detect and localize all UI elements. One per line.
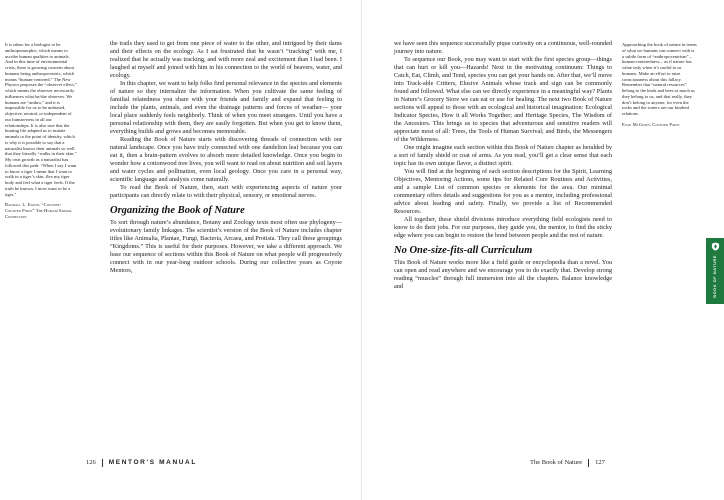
body-paragraph: To sequence our Book, you may want to start with the first species group—things that can hurt or kill you—Hazards! Next in the motivating continuum: Things to Catch, Eat, Climb, and Tend, species you can get your hands on. After that, we’ll move into Track-able Critters, Elusive Animals whose track and sign can be commonly found and followed. What else can we directly experience in a meaningful way? Plants in Nature’s Grocery Store we can eat or use for healing. The next two Book of Nature sections will appeal to those with an ecological and historical imagination: Ecological Indicator Species, How it all Works Together; and Heritage Species, The Wisdom of the Ancestors. This brings us to species that adventurous and sensitive readers will appreciate most of all: Trees, the Tools of Human Survival; and Birds, the Messengers of the Wilderness.	[394, 56, 612, 143]
body-paragraph: All together, these shield divisions introduce everything field ecologists need to know to do their jobs. For our purposes, they guide you, the mentor, to find the sticky edge where you can begin to restore the bond between people and the rest of nature.	[394, 216, 612, 239]
body-paragraph: Reading the Book of Nature starts with discovering threads of connection with our natural landscape. Once you have truly connected with one dandelion leaf because you can eat it, then a brain-pattern evolves to absorb more detailed knowledge. Once you begin to wonder how a cottonwood tree lives, you will want to read on about nutrition and soil layers and water cycles and pollination, even local geology. Once you care in a personal way, scientific language and analysis come naturally.	[110, 136, 342, 183]
running-title-right: The Book of Nature	[530, 459, 583, 466]
right-sidebar-text: Approaching the book of nature in terms of what we humans can connect with is a subtle form of “anthropocentrism” – human-centeredness – as if nature has value only when it’s useful to us humans. Make an effort to raise consciousness about this fallacy. Remember that “natural resources” belong to the birds and bees as much as they belong to us, and that really, they don’t belong to anyone, for even the rocks and the waters are our kindred relations.	[622, 42, 697, 116]
footer-divider	[102, 459, 103, 467]
body-paragraph: In this chapter, we want to help folks find personal relevance in the species and elements of nature so they internalize the information. When you cultivate the same feeling of familial relatedness you share with your friends and family and expand that feeling to include the plants, animals, and even the drainage patterns and forces of weather— your local place suddenly feels neighborly. Think of when you meet strangers. Until you have a personal relationship with them, they are easily forgotten. But when you get to know them, everything builds and grows and becomes memorable.	[110, 80, 342, 135]
body-paragraph: One might imagine each section within this Book of Nature chapter as heralded by a sort of family shield or coat of arms. As you read, you’ll get a clear sense that each topic has its own unique flavor, a distinct spirit.	[394, 144, 612, 167]
right-sidebar-quote	[622, 42, 697, 128]
left-sidebar-attribution: Randall L. Eaton, “Counter-Counter Point” The Human/Animal Connection	[5, 202, 73, 219]
book-gutter	[361, 0, 362, 500]
right-body-column	[394, 40, 612, 291]
left-sidebar-text: It is taboo for a biologist to be anthropomorphic, which means to ascribe human qualities to animals. And in this time of environmental crisis, there is growing concern about humans being anthropocentric, which means “human-centered.” The New Physics proposes the “observer effect,” which means the observer necessarily influences what he/she observes. We humans are “anthro,” and it is impossible for us to be unbiased, objective, neutral, or independent of our human-ness in all our relationships. It is also true that the hunting life adapted us to imitate animals to the point of identity, which is why it is possible to say that a naturalist knows their animals so well that they literally “walks in their skin.” My own growth as a naturalist has followed this path: “When I say I want to know a tiger I mean that I want to walk in a tiger’s skin, flex my tiger body and feel what a tiger feels. If the truth be known, I most want to be a tiger.”	[5, 42, 77, 197]
left-sidebar-quote	[5, 42, 77, 220]
body-paragraph: To read the Book of Nature, then, start with experiencing aspects of nature your participants can directly relate to with their physical, sensory, or emotional nerves.	[110, 184, 342, 199]
body-paragraph: the trails they used to get from one piece of water to the other, and intrigued by their dams and their effects on the ecology. As I sat frustrated that he wasn’t “tracking” with me, I realized that he actually was tracking, and with more zeal and excitement than I had been. I laughed at myself and joined with him in his connection to the world of beavers, water, and ecology.	[110, 40, 342, 79]
left-footer	[86, 459, 356, 467]
right-footer	[530, 459, 650, 467]
left-body-column	[110, 40, 342, 275]
section-tab-label: BOOK OF NATURE	[713, 255, 717, 298]
footer-divider	[588, 459, 589, 467]
body-paragraph: This Book of Nature works more like a field guide or encyclopedia than a novel. You can open and read anywhere and we encourage you to do exactly that. Develop strong reading “muscles” through full immersion into all the chapters. Balance knowledge and	[394, 259, 612, 290]
body-paragraph: To sort through nature’s abundance, Botany and Zoology texts most often use phylogeny—evolutionary family linkages. The scientist’s version of the Book of Nature includes chapter titles like Animalia, Plantae, Fungi, Bacteria, Arcaea, and Protista. They call these groupings “Kingdoms.” This is useful for their purposes. However, we take a different approach. We base our sequence of sections within this Book of Nature on what people will progressively connect with in our year-long outdoor schools. During our collective years as Coyote Mentors,	[110, 219, 342, 274]
page-number-right: 127	[595, 459, 605, 466]
body-paragraph: we have seen this sequence successfully pique curiosity on a continuous, well-rounded journey into nature.	[394, 40, 612, 55]
section-heading: No One-size-fits-all Curriculum	[394, 245, 533, 256]
page-number-left: 126	[86, 459, 96, 466]
right-sidebar-attribution: Evan McGown, Counter Point	[622, 121, 680, 127]
running-title-left: MENTOR’S MANUAL	[108, 459, 197, 466]
shield-icon	[711, 242, 720, 251]
section-heading: Organizing the Book of Nature	[110, 205, 245, 216]
body-paragraph: You will find at the beginning of each section descriptions for the Spirit, Learning Objectives, Mentoring Actions, some tips for Related Core Routines and Activities, and a sample List of common species or elements for the area. Our minimal commentary offers details and suggestions for you as a mentor, including professional advice about leading and safety. Finally, we provide a list of Recommended Resources.	[394, 168, 612, 215]
section-tab	[706, 238, 724, 304]
